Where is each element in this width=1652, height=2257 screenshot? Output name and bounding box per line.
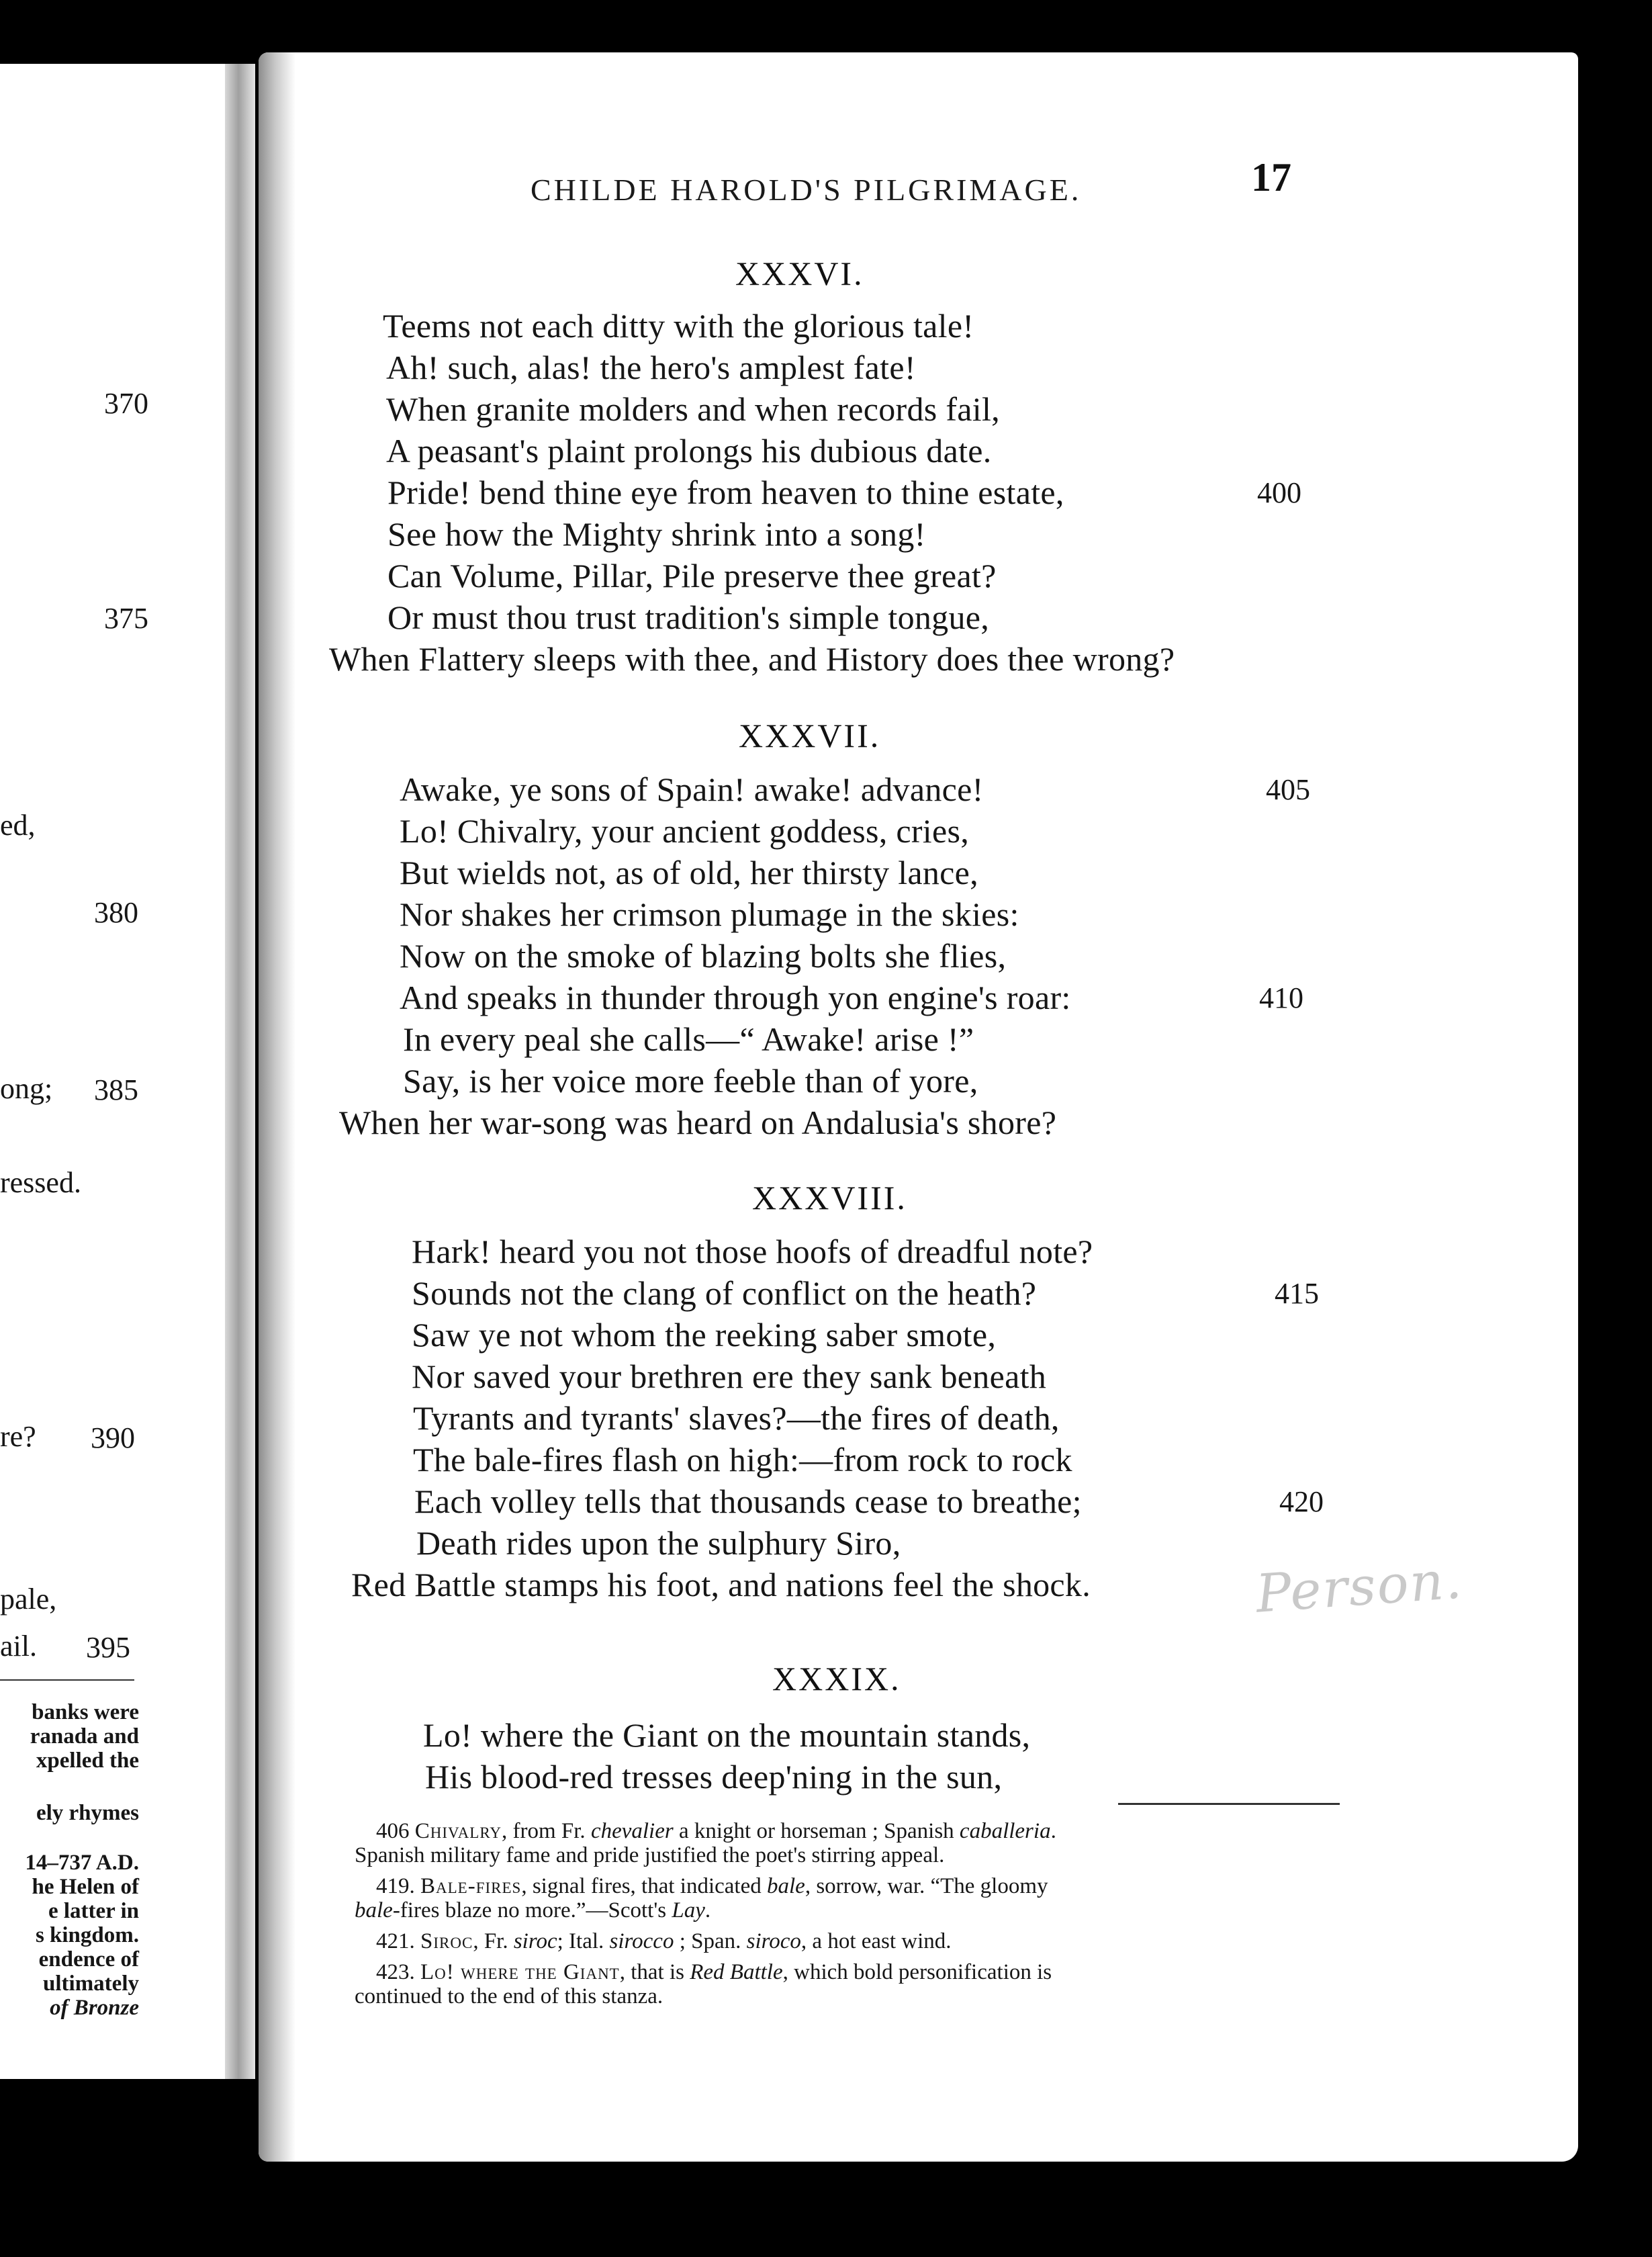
verse-line: But wields not, as of old, her thirsty lance,: [400, 854, 978, 891]
verse-line: Nor shakes her crimson plumage in the skies:: [400, 895, 1019, 933]
footnote-text: -fires blaze no more.”—Scott's: [392, 1898, 672, 1922]
running-title: CHILDE HAROLD'S PILGRIMAGE.: [531, 173, 1082, 207]
footnote-ref: 406: [376, 1819, 410, 1843]
footnote-term: Lay: [672, 1898, 705, 1922]
footnote-term: bale: [355, 1898, 393, 1922]
verse-line: When Flattery sleeps with thee, and History does thee wrong?: [329, 640, 1175, 678]
footnote-fragment: e latter in: [48, 1899, 139, 1923]
verse-fragment: re?: [0, 1420, 36, 1453]
footnote-term: siroc: [513, 1929, 557, 1953]
footnote-fragment: 14–737 A.D.: [25, 1851, 139, 1875]
footnote-term: caballeria: [959, 1819, 1051, 1843]
verse-fragment: pale,: [0, 1583, 57, 1616]
footnote-rule: [1118, 1803, 1340, 1805]
verse-line: And speaks in thunder through yon engine's roar:: [400, 979, 1071, 1016]
line-number: 420: [1279, 1485, 1324, 1518]
verse-line: Red Battle stamps his foot, and nations feel the shock.: [351, 1566, 1091, 1603]
footnote-term: Red Battle: [690, 1960, 783, 1984]
footnote-text: , a hot east wind.: [800, 1929, 952, 1953]
stanza-number: XXXVII.: [739, 717, 881, 754]
footnote-head: Bale-fires: [420, 1874, 522, 1898]
verse-line: Awake, ye sons of Spain! awake! advance!: [400, 770, 984, 808]
verse-line: Now on the smoke of blazing bolts she flies,: [400, 937, 1007, 975]
verse-line: Each volley tells that thousands cease to breathe;: [414, 1482, 1082, 1520]
verse-line: In every peal she calls—“ Awake! arise !”: [403, 1020, 974, 1058]
line-number: 390: [91, 1421, 135, 1454]
footnote-421: [376, 1929, 952, 1954]
footnote-text: , Fr.: [473, 1929, 514, 1953]
verse-line: Teems not each ditty with the glorious tale!: [383, 307, 974, 345]
stanza-number: XXXVI.: [735, 255, 864, 292]
verse-line: The bale-fires flash on high:—from rock to rock: [413, 1441, 1072, 1478]
footnote-ref: 419.: [376, 1874, 415, 1898]
stanza-number: XXXVIII.: [752, 1179, 907, 1216]
footnote-fragment: endence of: [38, 1947, 139, 1972]
footnote-ref: 421.: [376, 1929, 415, 1953]
verse-line: Or must thou trust tradition's simple tongue,: [387, 599, 990, 636]
footnote-fragment: he Helen of: [32, 1875, 139, 1899]
footnote-rule: [0, 1679, 134, 1681]
verse-line: See how the Mighty shrink into a song!: [387, 515, 926, 553]
stanza-number: XXXIX.: [772, 1660, 901, 1697]
verse-line: Say, is her voice more feeble than of yore,: [403, 1062, 978, 1100]
footnote-fragment: ranada and: [30, 1724, 139, 1749]
page-number: 17: [1251, 155, 1291, 200]
footnote-fragment: xpelled the: [36, 1749, 139, 1773]
verse-line: When granite molders and when records fail,: [386, 390, 1000, 428]
footnote-406: [376, 1819, 1056, 1844]
footnote-head: Lo! where the Giant: [420, 1960, 620, 1984]
verse-line: Nor saved your brethren ere they sank beneath: [412, 1358, 1047, 1395]
verse-line: His blood-red tresses deep'ning in the sun,: [425, 1758, 1003, 1796]
verse-line: Lo! where the Giant on the mountain stands,: [423, 1716, 1031, 1754]
handwritten-annotation: Person.: [1254, 1550, 1465, 1625]
footnote-head: Siroc: [420, 1929, 473, 1953]
footnote-ref: 423.: [376, 1960, 415, 1984]
verse-line: Saw ye not whom the reeking saber smote,: [412, 1316, 997, 1354]
footnote-term: siroco: [746, 1929, 801, 1953]
verse-line: A peasant's plaint prolongs his dubious date.: [386, 432, 992, 470]
footnote-text: ; Ital.: [557, 1929, 610, 1953]
footnote-fragment: s kingdom.: [35, 1923, 139, 1947]
footnote-text: a knight or horseman ; Spanish: [673, 1819, 960, 1843]
verse-line: Death rides upon the sulphury Siro,: [416, 1524, 901, 1562]
line-number: 410: [1259, 981, 1303, 1014]
line-number: 415: [1275, 1277, 1319, 1310]
verse-line: Ah! such, alas! the hero's amplest fate!: [386, 349, 916, 386]
verse-line: Can Volume, Pillar, Pile preserve thee great?: [387, 557, 997, 594]
verse-fragment: ail.: [0, 1630, 37, 1663]
previous-page: [0, 64, 225, 2079]
footnote-423: [376, 1960, 1052, 1985]
footnote-419: [376, 1874, 1048, 1899]
footnote-406-cont: Spanish military fame and pride justified the poet's stirring appeal.: [355, 1843, 945, 1867]
verse-line: When her war-song was heard on Andalusia's shore?: [339, 1104, 1057, 1141]
footnote-text: , from Fr.: [502, 1819, 591, 1843]
line-number: 385: [94, 1073, 138, 1106]
footnote-fragment: ely rhymes: [36, 1801, 139, 1825]
footnote-term: sirocco: [609, 1929, 674, 1953]
footnote-text: , which bold personification is: [782, 1960, 1052, 1984]
footnote-head: Chivalry: [414, 1819, 502, 1843]
footnote-term: chevalier: [590, 1819, 674, 1843]
book-gutter: [225, 64, 255, 2079]
footnote-fragment: ultimately: [43, 1972, 139, 1996]
book-page: [259, 52, 1578, 2162]
line-number: 370: [104, 387, 148, 420]
line-number: 400: [1257, 476, 1301, 509]
footnote-419-cont: [355, 1898, 710, 1923]
verse-line: Pride! bend thine eye from heaven to thine estate,: [387, 474, 1064, 511]
verse-line: Tyrants and tyrants' slaves?—the fires of death,: [413, 1399, 1060, 1437]
footnote-423-cont: continued to the end of this stanza.: [355, 1984, 663, 2008]
footnote-term: bale: [767, 1874, 805, 1898]
verse-fragment: ong;: [0, 1072, 53, 1105]
line-number: 395: [86, 1631, 130, 1664]
footnote-text: , sorrow, war. “The gloomy: [805, 1874, 1048, 1898]
footnote-text: , signal fires, that indicated: [521, 1874, 767, 1898]
verse-line: Lo! Chivalry, your ancient goddess, cries,: [400, 812, 970, 850]
footnote-fragment: banks were: [32, 1700, 139, 1724]
line-number: 405: [1266, 773, 1310, 806]
footnote-fragment: of Bronze: [50, 1996, 139, 2020]
footnote-text: .: [704, 1898, 711, 1922]
footnote-text: , that is: [619, 1960, 690, 1984]
footnote-text: ; Span.: [674, 1929, 747, 1953]
page-shadow: [259, 52, 295, 2162]
verse-fragment: ressed.: [0, 1166, 81, 1199]
footnote-text: .: [1050, 1819, 1056, 1843]
line-number: 380: [94, 896, 138, 929]
verse-line: Sounds not the clang of conflict on the heath?: [412, 1274, 1037, 1312]
line-number: 375: [104, 602, 148, 635]
verse-fragment: ed,: [0, 809, 36, 842]
verse-line: Hark! heard you not those hoofs of dreadful note?: [412, 1233, 1093, 1270]
